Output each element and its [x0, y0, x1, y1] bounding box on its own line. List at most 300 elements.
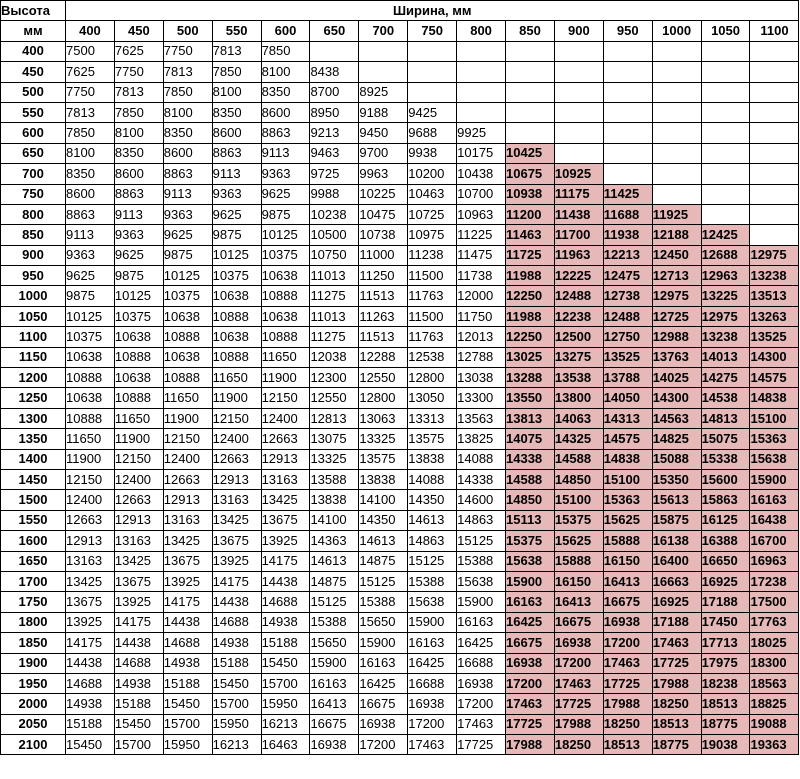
- price-cell: 14938: [261, 612, 310, 632]
- price-cell: 17725: [457, 735, 506, 755]
- price-cell: 14863: [457, 510, 506, 530]
- price-cell: 17725: [506, 714, 555, 734]
- price-cell: 12538: [408, 347, 457, 367]
- height-header-700: 700: [1, 164, 66, 184]
- price-cell: 12150: [261, 388, 310, 408]
- price-cell: 13313: [408, 408, 457, 428]
- price-cell: 14938: [66, 694, 115, 714]
- price-cell: 17463: [506, 694, 555, 714]
- price-cell: [554, 82, 603, 102]
- height-header-1050: 1050: [1, 306, 66, 326]
- price-cell: [457, 102, 506, 122]
- width-header-900: 900: [554, 21, 603, 41]
- price-cell: 8600: [261, 102, 310, 122]
- table-row: [1, 653, 799, 673]
- width-header-550: 550: [212, 21, 261, 41]
- width-header-700: 700: [359, 21, 408, 41]
- price-cell: 10463: [408, 184, 457, 204]
- width-header-800: 800: [457, 21, 506, 41]
- price-cell: 18825: [750, 694, 799, 714]
- price-cell: 13425: [261, 490, 310, 510]
- price-cell: [457, 62, 506, 82]
- price-cell: 10638: [212, 327, 261, 347]
- price-cell: 19038: [701, 735, 750, 755]
- price-cell: [603, 41, 652, 61]
- price-cell: [554, 123, 603, 143]
- price-cell: [554, 143, 603, 163]
- price-cell: 10888: [212, 306, 261, 326]
- price-cell: [457, 82, 506, 102]
- price-cell: 7750: [114, 62, 163, 82]
- price-cell: 13050: [408, 388, 457, 408]
- price-cell: [652, 184, 701, 204]
- price-cell: [750, 204, 799, 224]
- price-cell: 7813: [163, 62, 212, 82]
- price-cell: 15900: [457, 592, 506, 612]
- price-cell: 13425: [114, 551, 163, 571]
- price-cell: 8700: [310, 82, 359, 102]
- price-cell: 15625: [603, 510, 652, 530]
- price-cell: [652, 62, 701, 82]
- price-cell: 12988: [652, 327, 701, 347]
- price-cell: 16425: [359, 673, 408, 693]
- price-cell: 15900: [750, 469, 799, 489]
- price-cell: 11900: [163, 408, 212, 428]
- price-cell: 11275: [310, 286, 359, 306]
- price-cell: 12788: [457, 347, 506, 367]
- price-cell: 10500: [310, 225, 359, 245]
- price-cell: 12688: [701, 245, 750, 265]
- price-cell: 18238: [701, 673, 750, 693]
- price-cell: 15638: [408, 592, 457, 612]
- price-cell: 14063: [554, 408, 603, 428]
- price-cell: 12475: [603, 266, 652, 286]
- price-cell: 17450: [701, 612, 750, 632]
- price-cell: 15638: [457, 571, 506, 591]
- price-cell: 16938: [603, 612, 652, 632]
- table-row: [1, 245, 799, 265]
- price-cell: 11438: [554, 204, 603, 224]
- price-cell: [750, 123, 799, 143]
- price-cell: [701, 82, 750, 102]
- price-cell: 11013: [310, 306, 359, 326]
- price-cell: 9113: [66, 225, 115, 245]
- height-header-1500: 1500: [1, 490, 66, 510]
- price-cell: 7750: [66, 82, 115, 102]
- price-cell: 12238: [554, 306, 603, 326]
- table-row: [1, 143, 799, 163]
- price-cell: 13163: [66, 551, 115, 571]
- price-cell: 10638: [114, 368, 163, 388]
- price-cell: 9363: [66, 245, 115, 265]
- table-row: [1, 266, 799, 286]
- price-cell: 16675: [554, 612, 603, 632]
- price-cell: 15100: [750, 408, 799, 428]
- price-cell: 17200: [603, 633, 652, 653]
- height-header-1900: 1900: [1, 653, 66, 673]
- width-header-1100: 1100: [750, 21, 799, 41]
- price-cell: 12188: [652, 225, 701, 245]
- price-cell: 9450: [359, 123, 408, 143]
- price-cell: 16163: [359, 653, 408, 673]
- price-cell: 11475: [457, 245, 506, 265]
- price-cell: 9963: [359, 164, 408, 184]
- table-row: [1, 510, 799, 530]
- height-header-900: 900: [1, 245, 66, 265]
- price-cell: 11725: [506, 245, 555, 265]
- price-cell: 16938: [408, 694, 457, 714]
- price-cell: 7850: [66, 123, 115, 143]
- price-cell: 16400: [652, 551, 701, 571]
- price-cell: 14175: [66, 633, 115, 653]
- price-cell: 16938: [554, 633, 603, 653]
- price-cell: 15700: [114, 735, 163, 755]
- price-cell: 14688: [114, 653, 163, 673]
- price-cell: 15900: [408, 612, 457, 632]
- price-cell: 13575: [408, 429, 457, 449]
- height-header-1150: 1150: [1, 347, 66, 367]
- price-cell: 11425: [603, 184, 652, 204]
- price-cell: 13588: [310, 469, 359, 489]
- price-cell: [457, 41, 506, 61]
- price-cell: 10200: [408, 164, 457, 184]
- price-cell: 14613: [310, 551, 359, 571]
- price-cell: 10375: [261, 245, 310, 265]
- price-cell: [701, 164, 750, 184]
- price-cell: 15363: [603, 490, 652, 510]
- price-cell: 17200: [506, 673, 555, 693]
- table-row: [1, 82, 799, 102]
- price-cell: [554, 102, 603, 122]
- price-cell: 16213: [212, 735, 261, 755]
- price-cell: 12738: [603, 286, 652, 306]
- price-cell: 15388: [457, 551, 506, 571]
- price-cell: 10638: [261, 306, 310, 326]
- price-cell: 7850: [212, 62, 261, 82]
- price-cell: 14300: [652, 388, 701, 408]
- price-cell: 7813: [66, 102, 115, 122]
- price-cell: 15650: [310, 633, 359, 653]
- price-cell: 12400: [163, 449, 212, 469]
- table-row: [1, 694, 799, 714]
- table-row: [1, 347, 799, 367]
- price-cell: 17463: [603, 653, 652, 673]
- price-cell: 11650: [163, 388, 212, 408]
- price-cell: 14025: [652, 368, 701, 388]
- price-cell: 15450: [212, 673, 261, 693]
- width-header-850: 850: [506, 21, 555, 41]
- price-cell: 15350: [652, 469, 701, 489]
- price-cell: 12150: [163, 429, 212, 449]
- price-cell: 12013: [457, 327, 506, 347]
- price-cell: 14325: [554, 429, 603, 449]
- price-cell: 12488: [603, 306, 652, 326]
- price-cell: 13163: [163, 510, 212, 530]
- height-header-400: 400: [1, 41, 66, 61]
- price-cell: 9625: [163, 225, 212, 245]
- price-cell: 15125: [310, 592, 359, 612]
- price-cell: 9363: [261, 164, 310, 184]
- price-cell: 11963: [554, 245, 603, 265]
- price-cell: 15700: [261, 673, 310, 693]
- price-cell: 13675: [261, 510, 310, 530]
- height-header-2000: 2000: [1, 694, 66, 714]
- price-cell: 10375: [114, 306, 163, 326]
- price-cell: 12975: [701, 306, 750, 326]
- price-cell: 15188: [261, 633, 310, 653]
- price-cell: 10638: [261, 266, 310, 286]
- price-cell: 14563: [652, 408, 701, 428]
- height-header-1700: 1700: [1, 571, 66, 591]
- price-cell: [603, 102, 652, 122]
- price-cell: 17763: [750, 612, 799, 632]
- price-cell: 8863: [163, 164, 212, 184]
- price-cell: 13525: [603, 347, 652, 367]
- price-cell: 10700: [457, 184, 506, 204]
- height-header-2050: 2050: [1, 714, 66, 734]
- price-cell: [750, 82, 799, 102]
- price-cell: [408, 82, 457, 102]
- price-cell: 15950: [261, 694, 310, 714]
- price-cell: 14938: [163, 653, 212, 673]
- price-cell: 11763: [408, 327, 457, 347]
- table-row: [1, 408, 799, 428]
- price-cell: 12250: [506, 327, 555, 347]
- price-cell: 10675: [506, 164, 555, 184]
- price-cell: 8350: [66, 164, 115, 184]
- price-cell: 14088: [457, 449, 506, 469]
- table-row: [1, 673, 799, 693]
- price-cell: 12450: [652, 245, 701, 265]
- price-cell: 8350: [114, 143, 163, 163]
- height-header-1100: 1100: [1, 327, 66, 347]
- price-cell: 12425: [701, 225, 750, 245]
- price-cell: 9363: [114, 225, 163, 245]
- price-cell: 13225: [701, 286, 750, 306]
- table-row: [1, 41, 799, 61]
- price-cell: 10125: [114, 286, 163, 306]
- price-cell: [750, 184, 799, 204]
- width-header-400: 400: [66, 21, 115, 41]
- height-header-450: 450: [1, 62, 66, 82]
- price-cell: [701, 184, 750, 204]
- price-cell: 8100: [163, 102, 212, 122]
- price-cell: 18250: [554, 735, 603, 755]
- price-cell: 10888: [163, 368, 212, 388]
- height-header-550: 550: [1, 102, 66, 122]
- price-cell: 17200: [457, 694, 506, 714]
- price-cell: 8100: [114, 123, 163, 143]
- table-row: [1, 286, 799, 306]
- price-cell: 8950: [310, 102, 359, 122]
- price-cell: 13838: [359, 469, 408, 489]
- price-cell: 11500: [408, 306, 457, 326]
- price-cell: 14688: [212, 612, 261, 632]
- price-cell: 8100: [261, 62, 310, 82]
- height-header-1000: 1000: [1, 286, 66, 306]
- price-cell: 10438: [457, 164, 506, 184]
- price-cell: 9625: [261, 184, 310, 204]
- price-cell: 13675: [66, 592, 115, 612]
- price-cell: 15450: [114, 714, 163, 734]
- price-cell: 11925: [652, 204, 701, 224]
- price-cell: 9875: [163, 245, 212, 265]
- price-cell: 9188: [359, 102, 408, 122]
- price-cell: 16675: [603, 592, 652, 612]
- price-cell: [750, 102, 799, 122]
- price-cell: 17463: [554, 673, 603, 693]
- price-cell: 7813: [114, 82, 163, 102]
- height-header-1950: 1950: [1, 673, 66, 693]
- price-cell: 11738: [457, 266, 506, 286]
- price-cell: 14688: [261, 592, 310, 612]
- price-cell: 12000: [457, 286, 506, 306]
- price-cell: 10638: [163, 306, 212, 326]
- price-cell: 12813: [310, 408, 359, 428]
- price-cell: 17988: [603, 694, 652, 714]
- price-cell: 9988: [310, 184, 359, 204]
- price-cell: 15075: [701, 429, 750, 449]
- price-cell: 16163: [506, 592, 555, 612]
- height-unit: мм: [1, 21, 66, 41]
- height-header-1200: 1200: [1, 368, 66, 388]
- price-cell: 12550: [310, 388, 359, 408]
- table-row: [1, 184, 799, 204]
- price-cell: 13075: [310, 429, 359, 449]
- price-cell: 9625: [114, 245, 163, 265]
- price-cell: 16425: [457, 633, 506, 653]
- price-cell: 15188: [114, 694, 163, 714]
- price-cell: 14438: [212, 592, 261, 612]
- price-cell: 14600: [457, 490, 506, 510]
- price-cell: 7850: [114, 102, 163, 122]
- table-row: [1, 714, 799, 734]
- price-cell: 10888: [66, 408, 115, 428]
- price-cell: 12663: [114, 490, 163, 510]
- height-header-500: 500: [1, 82, 66, 102]
- price-cell: 8600: [212, 123, 261, 143]
- price-cell: 12975: [750, 245, 799, 265]
- price-cell: 16163: [457, 612, 506, 632]
- width-title: Ширина, мм: [66, 1, 799, 21]
- price-cell: [506, 41, 555, 61]
- price-cell: 16150: [554, 571, 603, 591]
- price-cell: [408, 41, 457, 61]
- price-cell: 14100: [359, 490, 408, 510]
- price-cell: 11650: [114, 408, 163, 428]
- price-cell: 18025: [750, 633, 799, 653]
- price-cell: 11238: [408, 245, 457, 265]
- price-cell: 17463: [408, 735, 457, 755]
- price-cell: 13538: [554, 368, 603, 388]
- price-cell: 13925: [212, 551, 261, 571]
- price-cell: 14575: [750, 368, 799, 388]
- price-cell: 13675: [114, 571, 163, 591]
- price-cell: 10125: [261, 225, 310, 245]
- price-cell: 11650: [66, 429, 115, 449]
- price-cell: 18250: [603, 714, 652, 734]
- price-cell: 11763: [408, 286, 457, 306]
- price-cell: 13300: [457, 388, 506, 408]
- price-cell: 13925: [163, 571, 212, 591]
- price-cell: 14175: [212, 571, 261, 591]
- price-cell: 13800: [554, 388, 603, 408]
- price-cell: [506, 82, 555, 102]
- price-cell: 15125: [457, 531, 506, 551]
- price-cell: 12725: [652, 306, 701, 326]
- price-cell: 11938: [603, 225, 652, 245]
- price-cell: 16938: [506, 653, 555, 673]
- price-cell: 14338: [506, 449, 555, 469]
- price-cell: 13425: [66, 571, 115, 591]
- price-cell: 12975: [652, 286, 701, 306]
- price-cell: [652, 82, 701, 102]
- price-body: [1, 41, 799, 755]
- price-cell: 14175: [163, 592, 212, 612]
- price-cell: 8600: [163, 143, 212, 163]
- price-cell: 17188: [652, 612, 701, 632]
- price-cell: 15125: [408, 551, 457, 571]
- price-cell: 12400: [212, 429, 261, 449]
- price-cell: 13425: [163, 531, 212, 551]
- price-cell: 14938: [114, 673, 163, 693]
- price-cell: 18513: [701, 694, 750, 714]
- table-row: [1, 204, 799, 224]
- price-cell: 10425: [506, 143, 555, 163]
- price-cell: 16925: [652, 592, 701, 612]
- price-cell: [603, 82, 652, 102]
- price-cell: 18250: [652, 694, 701, 714]
- width-header-1000: 1000: [652, 21, 701, 41]
- price-cell: [603, 143, 652, 163]
- price-cell: [652, 102, 701, 122]
- price-cell: 13238: [701, 327, 750, 347]
- price-cell: 15613: [652, 490, 701, 510]
- price-cell: 13263: [750, 306, 799, 326]
- width-header-950: 950: [603, 21, 652, 41]
- price-cell: 11688: [603, 204, 652, 224]
- price-cell: [310, 41, 359, 61]
- price-cell: 13025: [506, 347, 555, 367]
- price-cell: 10925: [554, 164, 603, 184]
- price-cell: 13675: [163, 551, 212, 571]
- price-cell: 11200: [506, 204, 555, 224]
- price-cell: 14338: [457, 469, 506, 489]
- price-cell: 15700: [212, 694, 261, 714]
- price-cell: 11013: [310, 266, 359, 286]
- price-cell: 8100: [66, 143, 115, 163]
- price-cell: 10938: [506, 184, 555, 204]
- width-header-500: 500: [163, 21, 212, 41]
- price-cell: [506, 123, 555, 143]
- price-cell: 15900: [310, 653, 359, 673]
- price-cell: [750, 143, 799, 163]
- price-cell: 17725: [603, 673, 652, 693]
- price-cell: 15450: [163, 694, 212, 714]
- price-cell: 15900: [506, 571, 555, 591]
- price-cell: 10125: [66, 306, 115, 326]
- price-cell: 7850: [163, 82, 212, 102]
- table-row: [1, 123, 799, 143]
- price-cell: 12663: [66, 510, 115, 530]
- price-cell: [701, 123, 750, 143]
- price-cell: 13813: [506, 408, 555, 428]
- price-cell: 16150: [603, 551, 652, 571]
- table-row: [1, 368, 799, 388]
- price-cell: 9113: [163, 184, 212, 204]
- price-cell: 15388: [408, 571, 457, 591]
- price-cell: [506, 102, 555, 122]
